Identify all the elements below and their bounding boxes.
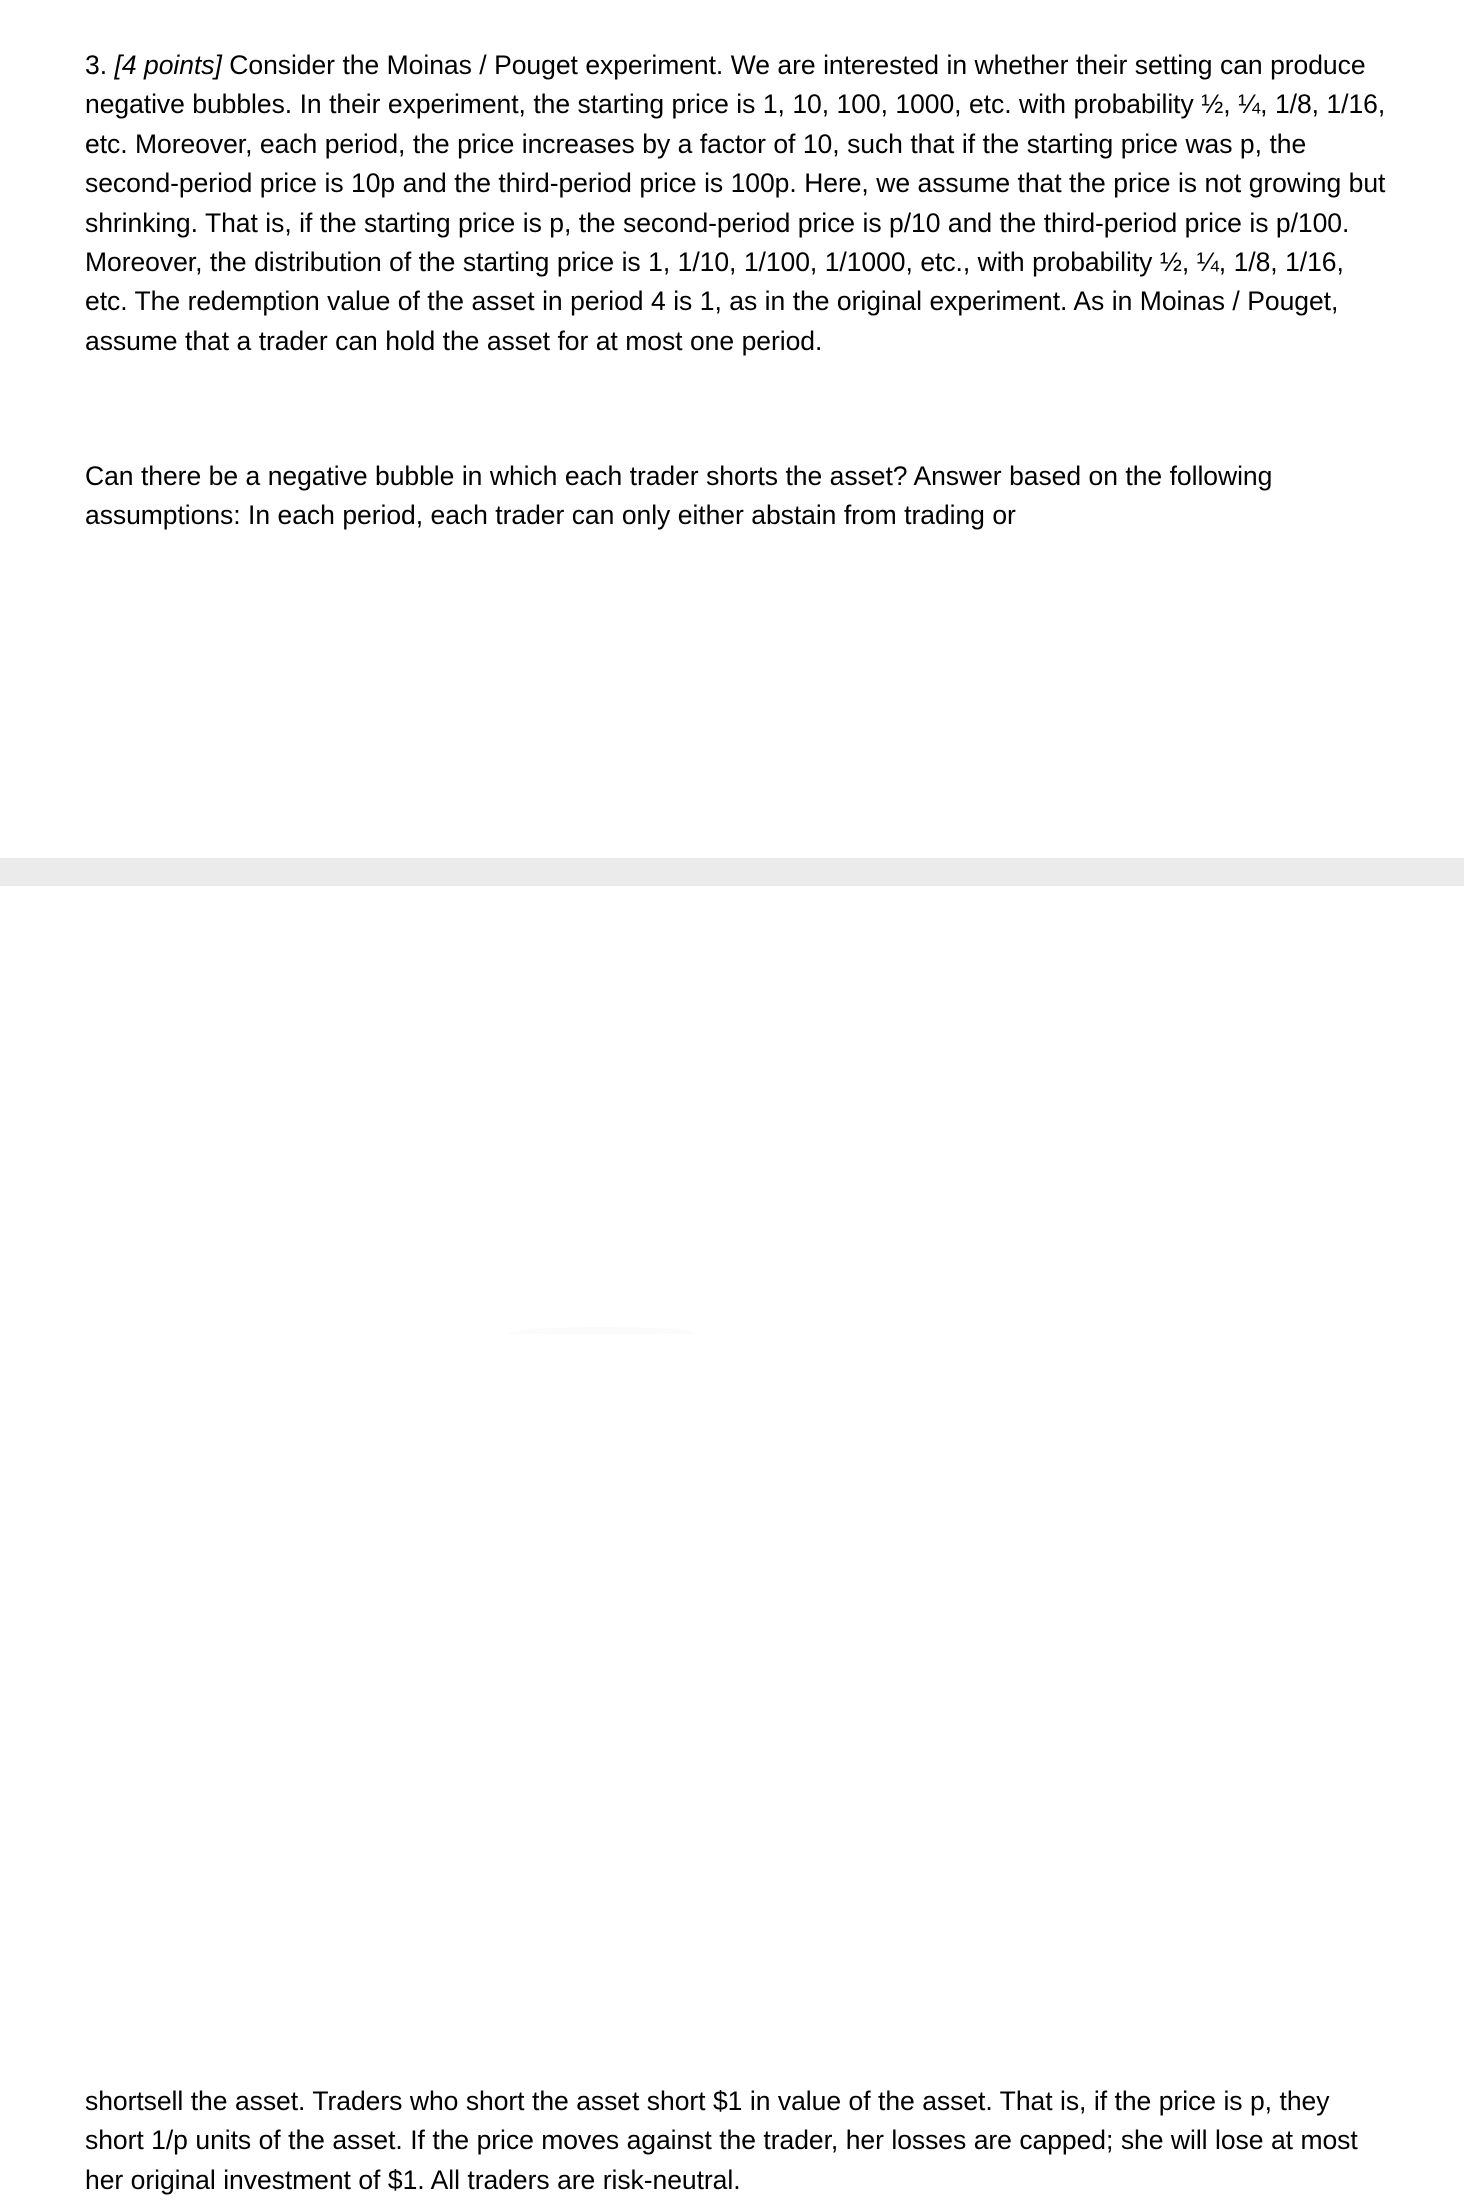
points-label: [4 points] — [114, 50, 222, 80]
question-3-paragraph-1 — [85, 46, 1390, 361]
question-number: 3. — [85, 50, 108, 80]
question-number-space — [107, 50, 115, 80]
question-3-body-text: Consider the Moinas / Pouget experiment. We are interested in whether their setting can produce negative bubbles. In their experiment, the starting price is 1, 10, 100, 1000, etc. with probability ½, ¼, 1/8, 1/16, etc. Moreover, each period, the price increases by a factor of 10, such that if the starting price was p, the second-period price is 10p and the third-period price is 100p. Here, we assume that the price is not growing but shrinking. That is, if the starting price is p, the second-period price is p/10 and the third-period price is p/100. Moreover, the distribution of the starting price is 1, 1/10, 1/100, 1/1000, etc., with probability ½, ¼, 1/8, 1/16, etc. The redemption value of the asset in period 4 is 1, as in the original experiment. As in Moinas / Pouget, assume that a trader can hold the asset for at most one period. — [85, 50, 1386, 356]
page-edge-shadow — [508, 1327, 698, 1334]
document-page-1 — [0, 0, 1464, 858]
document-page-2 — [0, 886, 1464, 2195]
question-3-paragraph-2: Can there be a negative bubble in which each trader shorts the asset? Answer based on the following assumptions: In each period, each trader can only either abstain from trading or — [85, 461, 1273, 531]
page-separator-band — [0, 858, 1464, 886]
question-3-paragraph-3: shortsell the asset. Traders who short the asset short $1 in value of the asset. That is, if the price is p, they short 1/p units of the asset. If the price moves against the trader, her losses are capped; she will lose at most her original investment of $1. All traders are risk-neutral. — [85, 2086, 1358, 2195]
